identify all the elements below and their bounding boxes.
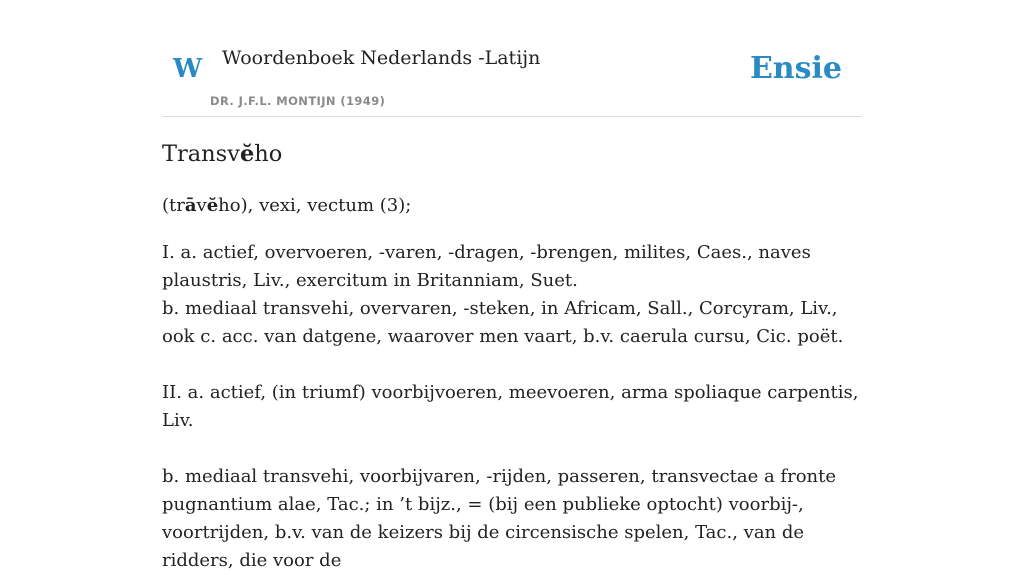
entry-lemma: [162, 139, 282, 169]
paragraph-gap: [162, 351, 862, 379]
lemma-accent: ĕ: [239, 141, 255, 167]
definition-1b: b. mediaal transvehi, overvaren, -steken, in Africam, Sall., Corcyram, Liv., ook c. acc. van datgene, waarover men vaart, b.v. caerula cursu, Cic. poët.: [162, 298, 844, 347]
definition-2b: b. mediaal transvehi, voorbijvaren, -rijden, passeren, transvectae a fronte pugnantium alae, Tac.; in ’t bijz., = (bij een publieke optocht) voorbij-, voortrijden, b.v. van de keizers bij de circensische spelen, Tac., van de ridders, die voor de: [162, 466, 837, 571]
definition-2a: II. a. actief, (in triumf) voorbijvoeren, meevoeren, arma spoliaque carpentis, Liv.: [162, 382, 859, 431]
lemma-part: ho: [254, 141, 283, 167]
etym-accent: ĕ: [206, 195, 219, 216]
lemma-part: Transv: [162, 141, 240, 167]
etym-part: ho), vexi, vectum (3);: [218, 195, 412, 216]
etym-accent: ā: [184, 195, 197, 216]
dictionary-header: [162, 0, 862, 117]
ensie-brand-link[interactable]: Ensie: [749, 51, 842, 86]
etym-part: v: [196, 195, 207, 216]
page: [162, 0, 862, 571]
etym-part: (tr: [162, 195, 185, 216]
paragraph-gap: [162, 435, 862, 463]
dictionary-logo[interactable]: W: [173, 54, 203, 84]
dictionary-title[interactable]: Woordenboek Nederlands -Latijn: [222, 47, 541, 69]
entry-definitions: [162, 239, 862, 575]
entry-etymology: [162, 193, 411, 219]
definition-1a: I. a. actief, overvoeren, -varen, -dragen, -brengen, milites, Caes., naves plaustris, Liv., exercitum in Britanniam, Suet.: [162, 242, 811, 291]
dictionary-author: DR. J.F.L. MONTIJN (1949): [210, 94, 386, 108]
